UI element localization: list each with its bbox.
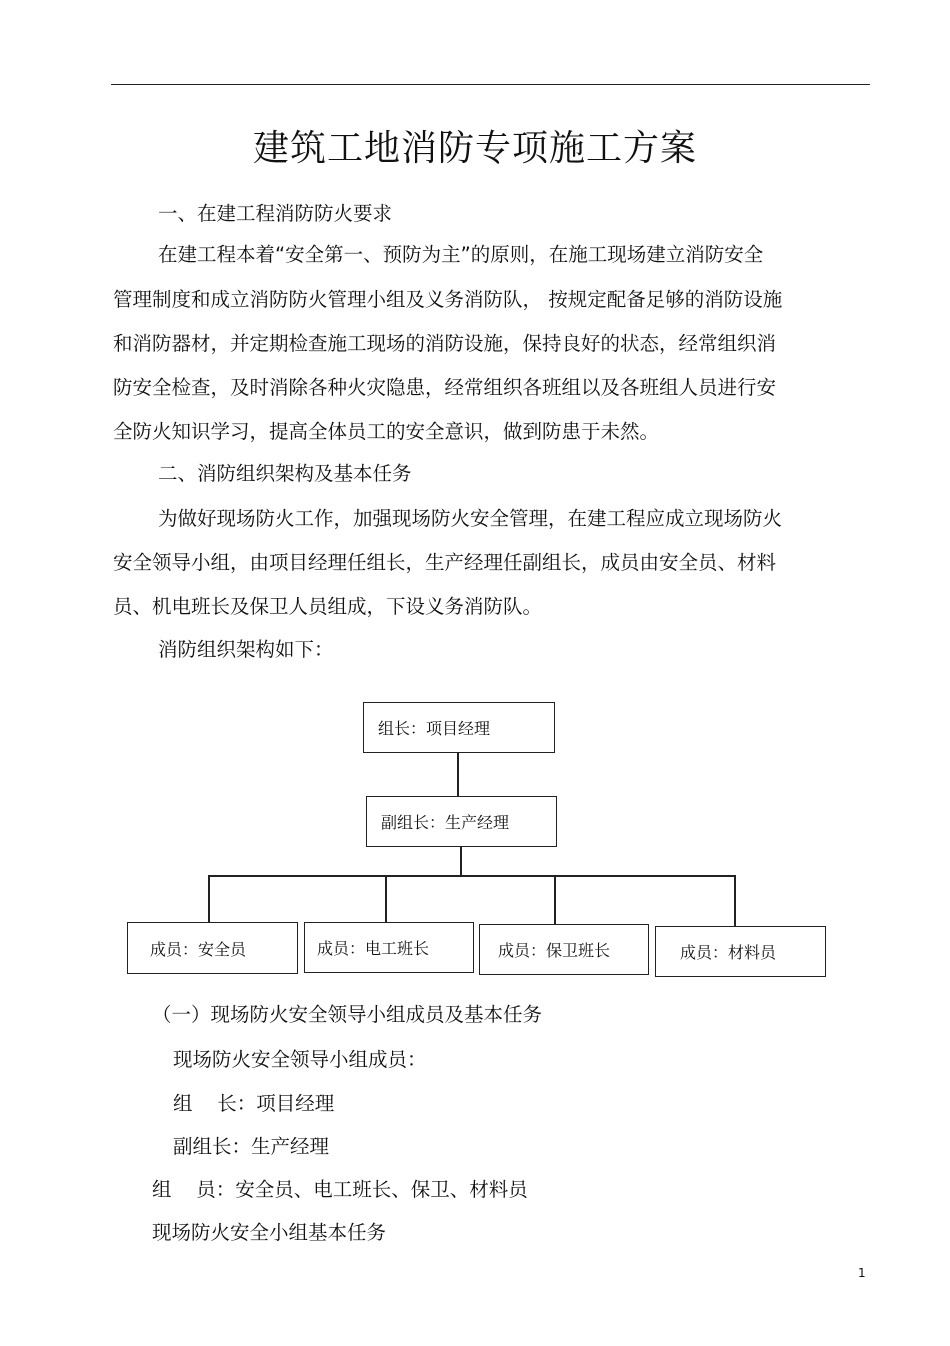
connector-line (734, 875, 736, 926)
paragraph-line: 组 员：安全员、电工班长、保卫、材料员 (152, 1178, 528, 1201)
paragraph-line: 安全领导小组，由项目经理任组长，生产经理任副组长，成员由安全员、材料 (113, 551, 777, 574)
org-box-member: 成员：保卫班长 (479, 924, 649, 975)
paragraph-line: 副组长：生产经理 (173, 1135, 330, 1158)
paragraph-line: 全防火知识学习，提高全体员工的安全意识，做到防患于未然。 (113, 420, 660, 443)
section-heading-2: 二、消防组织架构及基本任务 (158, 462, 412, 485)
paragraph-line: 现场防火安全小组基本任务 (152, 1221, 387, 1244)
connector-line (208, 875, 210, 922)
connector-line (385, 875, 387, 922)
connector-line (457, 753, 459, 796)
org-box-leader: 组长：项目经理 (363, 702, 555, 753)
section-heading-1: 一、在建工程消防防火要求 (158, 202, 393, 225)
paragraph-line: 防安全检查，及时消除各种火灾隐患，经常组织各班组以及各班组人员进行安 (113, 376, 777, 399)
connector-line (460, 847, 462, 876)
org-box-member: 成员：安全员 (127, 922, 298, 974)
paragraph-line: 员、机电班长及保卫人员组成，下设义务消防队。 (113, 595, 543, 618)
connector-line (554, 875, 556, 924)
paragraph-line: 现场防火安全领导小组成员： (173, 1048, 427, 1071)
org-box-deputy: 副组长：生产经理 (366, 796, 557, 847)
page-number: 1 (858, 1266, 866, 1280)
paragraph-line: 在建工程本着“安全第一、预防为主”的原则，在施工现场建立消防安全 (158, 243, 764, 266)
subsection-heading: （一）现场防火安全领导小组成员及基本任务 (152, 1003, 543, 1026)
paragraph-line: 和消防器材，并定期检查施工现场的消防设施，保持良好的状态，经常组织消 (113, 332, 777, 355)
connector-line (208, 875, 735, 877)
header-rule (111, 84, 870, 85)
org-box-member: 成员：电工班长 (304, 922, 474, 973)
paragraph-line: 管理制度和成立消防防火管理小组及义务消防队， 按规定配备足够的消防设施 (113, 288, 783, 311)
paragraph-line: 为做好现场防火工作，加强现场防火安全管理，在建工程应成立现场防火 (158, 507, 783, 530)
chart-intro: 消防组织架构如下： (158, 638, 334, 661)
org-box-member: 成员：材料员 (655, 926, 826, 977)
document-title: 建筑工地消防专项施工方案 (252, 128, 697, 169)
paragraph-line: 组 长：项目经理 (173, 1092, 335, 1115)
